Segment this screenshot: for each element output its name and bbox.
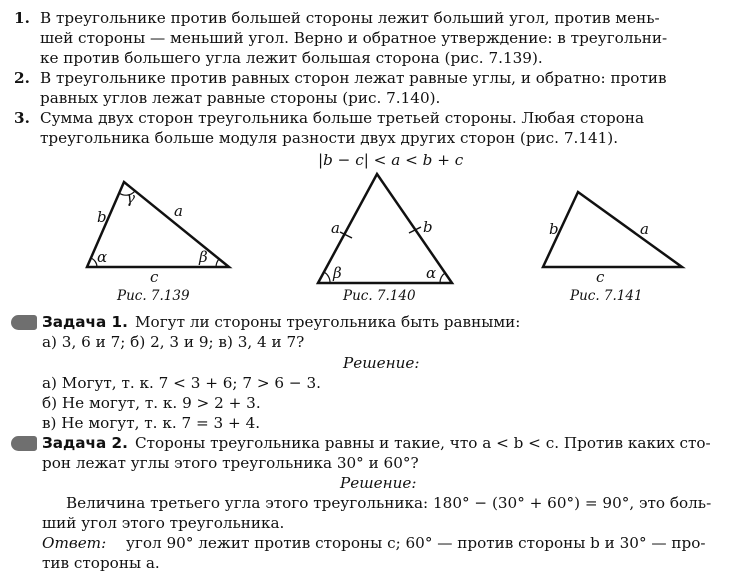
task-2-label: Задача 2.: [42, 434, 128, 452]
task-2-answer-line-2: тив стороны a.: [42, 554, 160, 572]
task-2-marker: [11, 436, 37, 451]
task-1-options: а) 3, 6 и 7; б) 2, 3 и 9; в) 3, 4 и 7?: [42, 333, 305, 351]
property-1-line-1: В треугольнике против большей стороны лежит больший угол, против мень-: [40, 9, 660, 27]
fig139-label-b: b: [97, 208, 107, 226]
fig140-label-b: b: [423, 218, 433, 236]
fig139-label-c: c: [150, 268, 159, 286]
fig139-label-beta: β: [199, 248, 208, 266]
task-2-solution-line-1: Величина третьего угла этого треугольника: 180° − (30° + 60°) = 90°, это боль-: [66, 494, 712, 512]
fig139-label-alpha: α: [97, 248, 108, 266]
fig140-caption: Рис. 7.140: [343, 288, 416, 304]
task-2-text-line-2: рон лежат углы этого треугольника 30° и 60°?: [42, 454, 419, 472]
fig139-label-gamma: γ: [126, 189, 135, 207]
fig139-label-a: a: [174, 202, 183, 220]
task-1-label: Задача 1.: [42, 313, 128, 331]
task-1-solution-heading: Решение:: [343, 354, 420, 372]
property-1-line-3: ке против большего угла лежит большая сторона (рис. 7.139).: [40, 49, 543, 67]
task-1-answer-a: а) Могут, т. к. 7 < 3 + 6; 7 > 6 − 3.: [42, 374, 321, 392]
task-1-marker: [11, 315, 37, 330]
task-2-solution-heading: Решение:: [340, 474, 417, 492]
property-2-line-1: В треугольнике против равных сторон лежат равные углы, и обратно: против: [40, 69, 667, 87]
task-1-answer-c: в) Не могут, т. к. 7 = 3 + 4.: [42, 414, 261, 432]
item-number-1: 1.: [14, 9, 30, 27]
fig140-label-a: a: [331, 219, 340, 237]
task-2-text-line-1: Стороны треугольника равны и такие, что a < b < c. Против каких сто-: [135, 434, 711, 452]
fig141-label-a: a: [640, 220, 649, 238]
property-3-line-1: Сумма двух сторон треугольника больше третьей стороны. Любая сторона: [40, 109, 645, 127]
task-2-solution-line-2: ший угол этого треугольника.: [42, 514, 285, 532]
fig139-caption: Рис. 7.139: [117, 288, 190, 304]
fig140-label-alpha: α: [426, 264, 437, 282]
fig141-label-c: c: [596, 268, 605, 286]
task-2-answer-label: Ответ:: [42, 534, 107, 552]
property-1-line-2: шей стороны — меньший угол. Верно и обратное утверждение: в треугольни-: [40, 29, 668, 47]
property-2-line-2: равных углов лежат равные стороны (рис. 7.140).: [40, 89, 441, 107]
fig140-label-beta: β: [333, 264, 342, 282]
item-number-3: 3.: [14, 109, 30, 127]
item-number-2: 2.: [14, 69, 30, 87]
fig141-label-b: b: [549, 220, 559, 238]
triangle-inequality: |b − c| < a < b + c: [318, 151, 464, 169]
property-3-line-2: треугольника больше модуля разности двух других сторон (рис. 7.141).: [40, 129, 619, 147]
task-1-text: Могут ли стороны треугольника быть равными:: [135, 313, 521, 331]
task-1-answer-b: б) Не могут, т. к. 9 > 2 + 3.: [42, 394, 261, 412]
task-2-answer-line-1: угол 90° лежит против стороны c; 60° — против стороны b и 30° — про-: [126, 534, 706, 552]
fig141-caption: Рис. 7.141: [570, 288, 643, 304]
